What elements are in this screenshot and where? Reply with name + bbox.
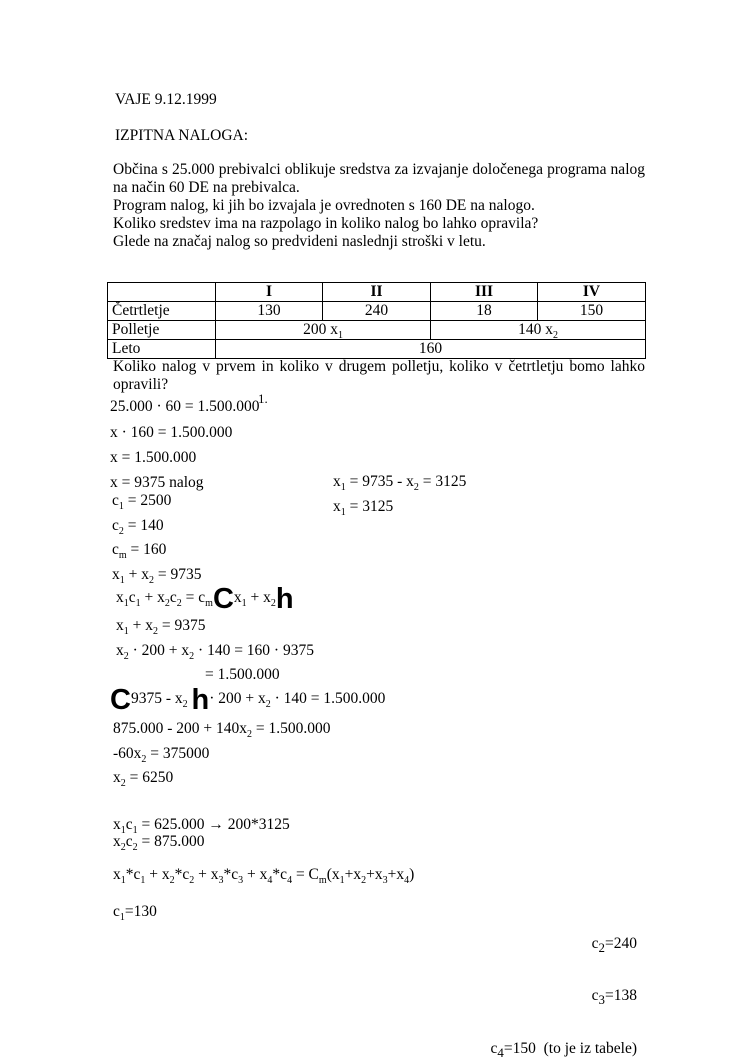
footer-right-values: [491, 903, 637, 1061]
intro-line: Občina s 25.000 prebivalci oblikuje sredstva za izvajanje določenega programa nalog: [113, 161, 645, 178]
intro-line: Koliko sredstev ima na razpolago in koliko nalog bo lahko opravila?: [113, 215, 539, 232]
table-cell: 200 $x_1$: [216, 321, 431, 340]
table-cell: 130: [216, 302, 323, 321]
equation-line: $x_2c_2 = 875.000$: [113, 833, 205, 854]
footer-left-value: $c_1=130$: [113, 903, 157, 924]
corrupted-paren-glyph: h: [275, 583, 294, 615]
equation-line: x = 9375 nalog: [110, 474, 204, 491]
row-label-year: Leto: [108, 340, 216, 359]
equation-line: $c_2 = 140$: [112, 517, 164, 538]
question-line: Koliko nalog v prvem in koliko v drugem polletju, koliko v četrtletju bomo lahko: [113, 358, 645, 375]
cost-table: [107, 282, 646, 359]
table-header-II: II: [323, 283, 431, 302]
side-equation-line: $x_1 = 9735 - x_2 = 3125$: [333, 473, 467, 494]
equation-line: 25.000 · 60 = 1.500.000: [110, 398, 260, 415]
section-heading: IZPITNA NALOGA:: [115, 127, 249, 144]
table-cell: 140 $x_2$: [431, 321, 646, 340]
side-equation-line: $x_1 = 3125$: [333, 498, 394, 519]
table-header-I: I: [216, 283, 323, 302]
corrupted-paren-glyph: h: [191, 684, 210, 716]
equation-line: $C9375 - x_2$ $h\cdot 200 + x_2 \cdot 140 = 1.500.000$: [110, 684, 386, 716]
table-cell: 150: [538, 302, 646, 321]
equation-line: $x_1 + x_2 = 9735$: [112, 566, 202, 587]
row-label-halfyear: Polletje: [108, 321, 216, 340]
equation-line: x · 160 = 1.500.000: [110, 424, 233, 441]
equation-line: $x_1*c_1 + x_2*c_2 + x_3*c_3 + x_4*c_4 = C_m(x_1+x_2+x_3+x_4)$: [113, 866, 415, 887]
table-row: [108, 302, 646, 321]
equation-line: $x_1 + x_2 = 9375$: [116, 617, 206, 638]
item-marker: 1.: [258, 391, 268, 406]
corrupted-paren-glyph: C: [212, 583, 234, 615]
equation-line: $c_1 = 2500$: [112, 492, 172, 513]
equation-line: $x_1c_1 + x_2c_2 = c_mCx_1 + x_2h$: [116, 583, 294, 615]
equation-line: $x_1c_1 = 625.000 \to 200*3125$: [113, 816, 290, 837]
table-cell: 240: [323, 302, 431, 321]
intro-line: Glede na značaj nalog so predvideni naslednji stroški v letu.: [113, 233, 486, 250]
equation-line: x = 1.500.000: [110, 449, 197, 466]
equation-line: $875.000 - 200 + 140x_2 = 1.500.000$: [113, 720, 331, 741]
table-cell: 18: [431, 302, 538, 321]
row-label-quarter: Četrtletje: [108, 302, 216, 321]
table-row: [108, 340, 646, 359]
equation-line: $c_m = 160$: [112, 541, 167, 562]
corrupted-paren-glyph: C: [110, 684, 131, 716]
table-header-row: [108, 283, 646, 302]
intro-line: na način 60 DE na prebivalca.: [113, 179, 300, 196]
equation-line: $x_2 = 6250$: [113, 769, 174, 790]
table-header-empty: [108, 283, 216, 302]
intro-line: Program nalog, ki jih bo izvajala je ovrednoten s 160 DE na nalogo.: [113, 197, 535, 214]
table-header-III: III: [431, 283, 538, 302]
table-row: [108, 321, 646, 340]
equation-line: $-60x_2 = 375000$: [113, 745, 210, 766]
page-title: VAJE 9.12.1999: [115, 91, 217, 108]
question-line: opravili?: [113, 376, 169, 393]
equation-line: $x_2 \cdot 200 + x_2 \cdot 140 = 160 \cdot 9375$: [116, 642, 314, 663]
footer-right-line: $c_4=150$ (to je iz tabele): [490, 1040, 637, 1061]
footer-right-line: $c_2=240$: [591, 934, 637, 955]
table-cell: 160: [216, 340, 646, 359]
footer-right-line: $c_3=138$: [591, 987, 637, 1008]
equation-line: = 1.500.000: [205, 666, 280, 683]
table-header-IV: IV: [538, 283, 646, 302]
